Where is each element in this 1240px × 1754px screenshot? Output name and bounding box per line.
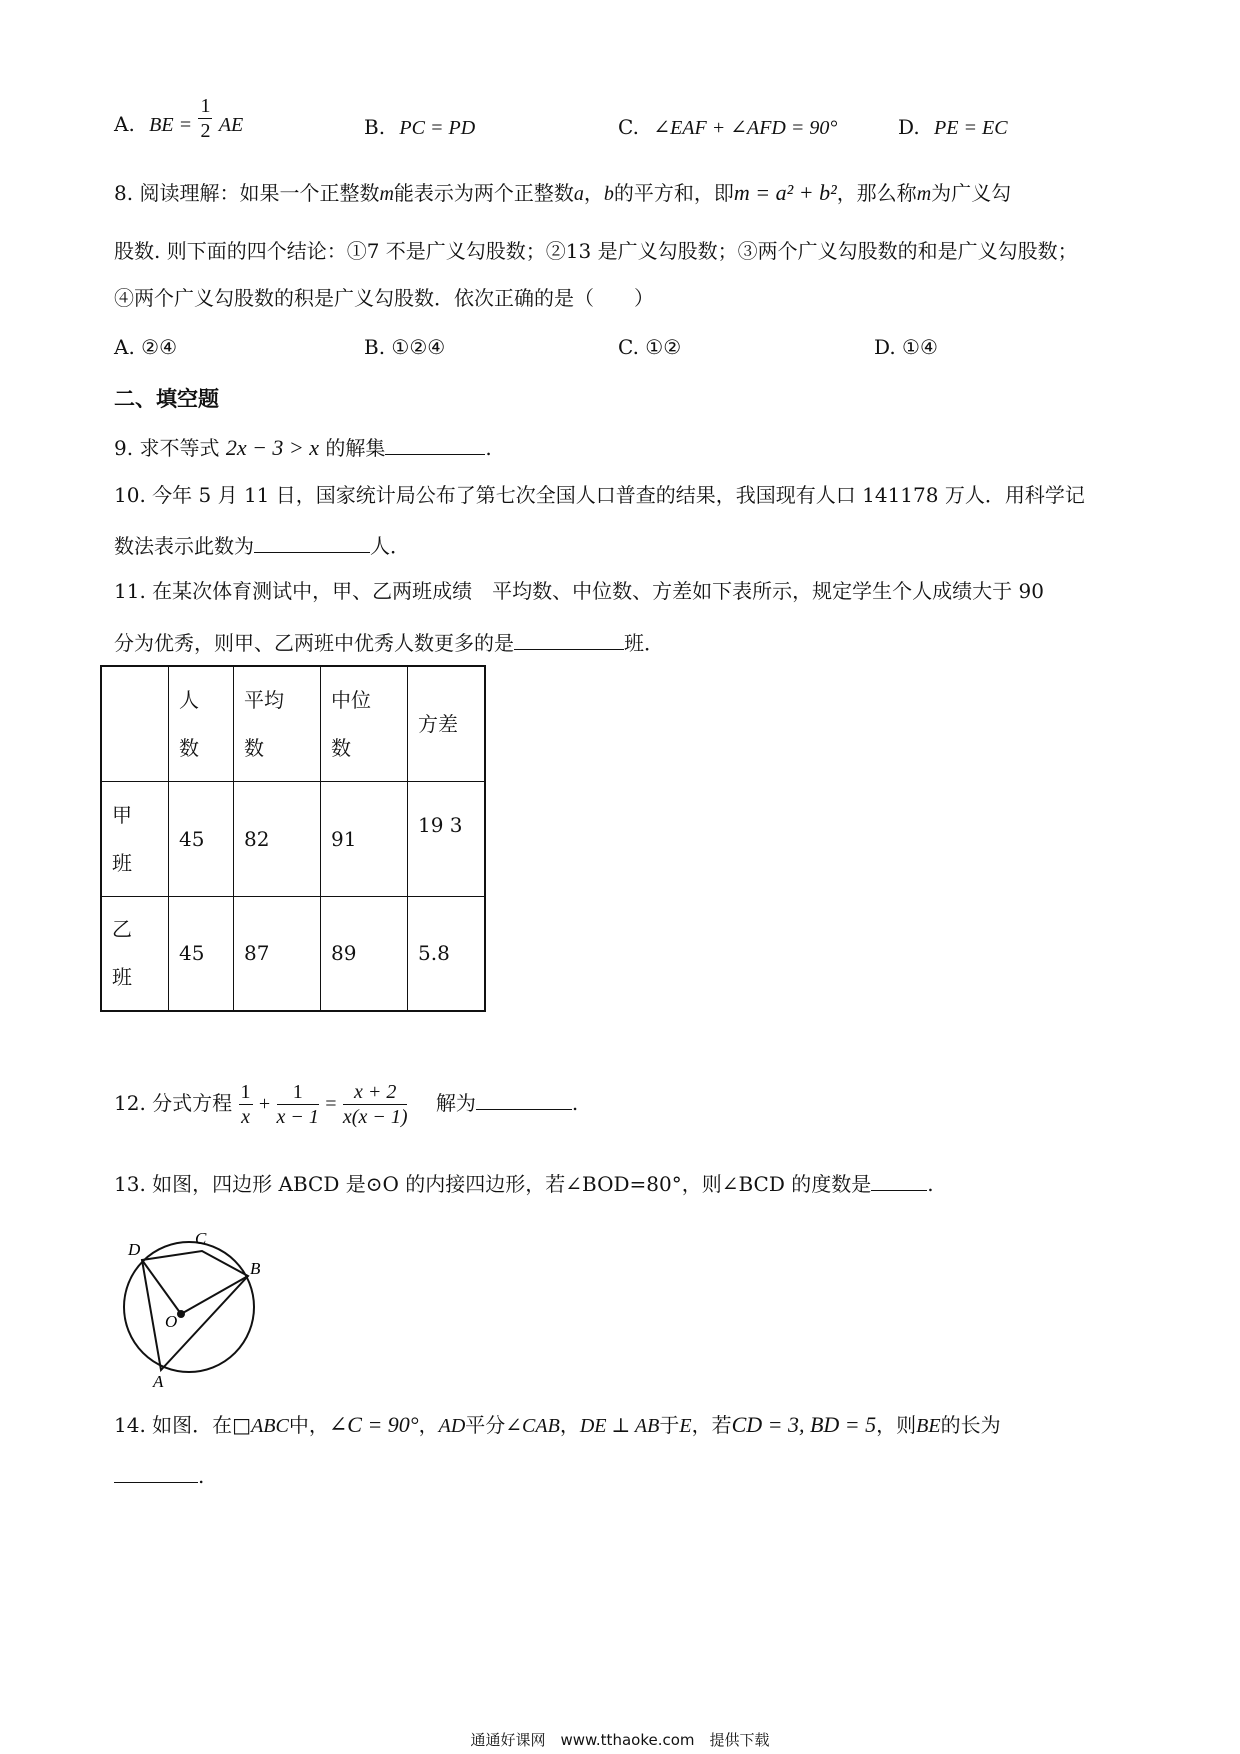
q8-line2: 股数. 则下面的四个结论：①7 不是广义勾股数；②13 是广义勾股数；③两个广义勾股数的和是广义勾股数； — [114, 239, 1078, 263]
math-expr: ∠EAF + ∠AFD = 90° — [653, 117, 838, 139]
circle-figure — [110, 1215, 280, 1390]
q7-option-b: B. PC = PD — [364, 115, 476, 139]
math-expr: AE — [218, 114, 244, 136]
answer-blank[interactable] — [254, 530, 370, 553]
table-cell: 5.8 — [408, 896, 486, 1011]
table-cell: 89 — [321, 896, 408, 1011]
math-expr: m = a² + b² — [733, 180, 837, 205]
table-header-row — [101, 666, 485, 781]
table-cell: 甲 班 — [101, 781, 169, 896]
q13: 13. 如图，四边形 ABCD 是⊙O 的内接四边形，若∠BOD=80°，则∠BCD 的度数是 . — [114, 1168, 934, 1197]
q11-line1: 11. 在某次体育测试中，甲、乙两班成绩 平均数、中位数、方差如下表所示，规定学生个人成绩大于 90 — [114, 579, 1044, 603]
q10-line2: 数法表示此数为 人． — [114, 530, 410, 559]
segment-od — [142, 1260, 181, 1314]
table-header-cell — [101, 666, 169, 781]
table-cell: 45 — [169, 781, 234, 896]
math-expr: BE = — [149, 114, 193, 136]
answer-blank[interactable] — [385, 432, 485, 455]
label-a: A — [153, 1372, 164, 1390]
score-table — [100, 665, 486, 1012]
label-c: C — [195, 1229, 207, 1248]
q14: 14. 如图．在□ABC中，∠C = 90°，AD平分∠CAB，DE ⊥ AB于E，若CD = 3, BD = 5，则BE的长为 — [114, 1412, 1001, 1437]
q8-option-c: C. ①② — [618, 335, 682, 359]
q8-option-d: D. ①④ — [874, 335, 938, 359]
q7-option-d: D. PE = EC — [898, 115, 1008, 139]
table-header-cell: 人 数 — [169, 666, 234, 781]
q7-option-c: C. ∠EAF + ∠AFD = 90° — [618, 115, 838, 139]
table-row — [101, 781, 485, 896]
q8-line3: ④两个广义勾股数的积是广义勾股数．依次正确的是（ ） — [114, 286, 654, 310]
option-label: A. — [114, 112, 135, 136]
segment-ob — [181, 1276, 248, 1314]
label-b: B — [250, 1259, 261, 1278]
table-cell: 乙 班 — [101, 896, 169, 1011]
table-cell: 91 — [321, 781, 408, 896]
label-d: D — [128, 1240, 141, 1259]
math-expr: ∠C = 90° — [328, 1412, 419, 1437]
q14-answer-line: . — [114, 1460, 204, 1489]
fraction: $\frac{1}{x - 1}$ — [276, 1081, 319, 1128]
table-header-cell: 中位 数 — [321, 666, 408, 781]
center-point — [177, 1310, 185, 1318]
table-header-cell: 平均 数 — [234, 666, 321, 781]
table-header-cell: 方差 — [408, 666, 486, 781]
q8-line1: 8. 阅读理解：如果一个正整数m能表示为两个正整数a，b的平方和，即m = a² + b²，那么称m为广义勾 — [114, 180, 1012, 205]
answer-blank[interactable] — [871, 1168, 927, 1191]
fraction: $\frac{x + 2}{x(x - 1)}$ — [342, 1081, 408, 1128]
table-cell: 19 3 — [408, 781, 486, 896]
label-o: O — [165, 1312, 178, 1331]
q9: 9. 求不等式 2x − 3 > x 的解集 . — [114, 432, 492, 461]
fraction: $\frac{1}{2}$ — [200, 95, 211, 142]
math-expr: 2x − 3 > x — [225, 435, 320, 460]
table-cell: 82 — [234, 781, 321, 896]
q8-option-b: B. ①②④ — [364, 335, 446, 359]
math-expr: CD = 3, BD = 5 — [731, 1412, 877, 1437]
math-expr: PC = PD — [399, 117, 476, 139]
q11-line2: 分为优秀，则甲、乙两班中优秀人数更多的是 班． — [114, 627, 664, 656]
section-heading: 二、填空题 — [114, 387, 219, 411]
q12: 12. 分式方程 $\frac{1}{x}$ + $\frac{1}{x - 1}$ = $\frac{x + 2}{x(x - 1)}$ 解为 . — [114, 1081, 579, 1128]
q7-option-a — [114, 95, 244, 143]
q10-line1: 10. 今年 5 月 11 日，国家统计局公布了第七次全国人口普查的结果，我国现有人口 141178 万人．用科学记 — [114, 483, 1085, 507]
answer-blank[interactable] — [114, 1460, 198, 1483]
table-cell: 87 — [234, 896, 321, 1011]
table-row — [101, 896, 485, 1011]
table-cell: 45 — [169, 896, 234, 1011]
page-footer: 通通好课网 www.tthaoke.com 提供下载 — [470, 1731, 770, 1749]
q8-option-a: A. ②④ — [114, 335, 178, 359]
answer-blank[interactable] — [514, 627, 624, 650]
math-expr: PE = EC — [934, 117, 1008, 139]
quadrilateral-abcd — [142, 1251, 248, 1370]
fraction: $\frac{1}{x}$ — [240, 1081, 251, 1128]
answer-blank[interactable] — [476, 1087, 572, 1110]
